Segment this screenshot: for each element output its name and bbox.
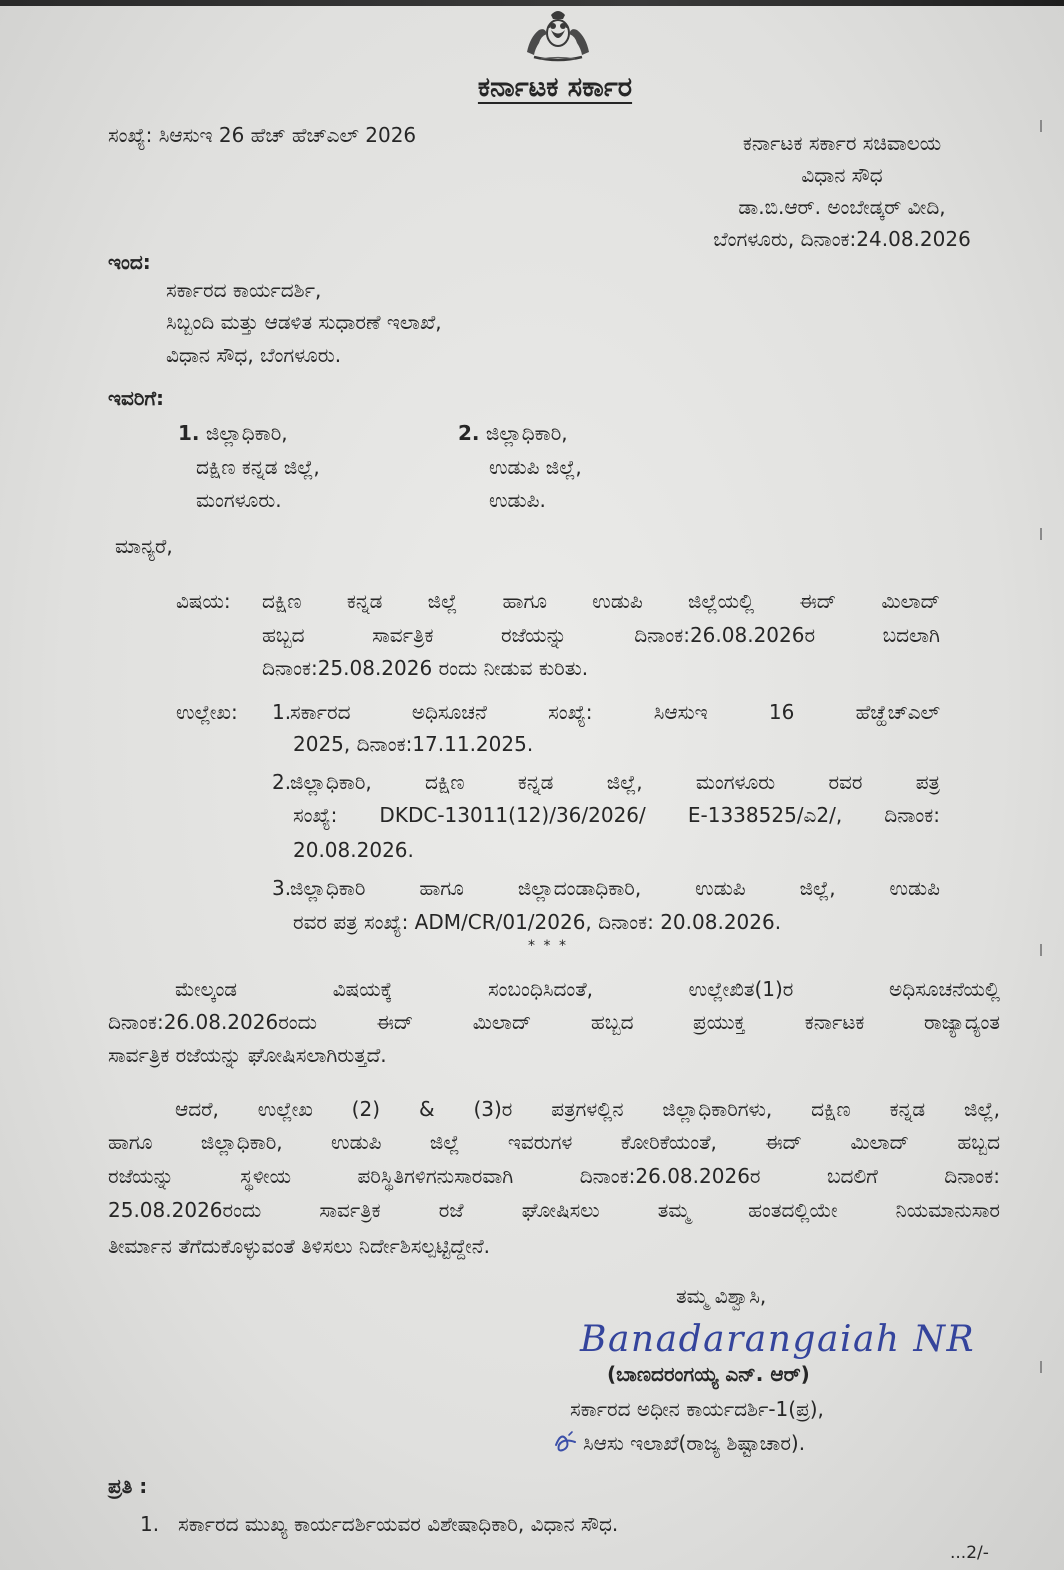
paragraph-line: ದಿನಾಂಕ:26.08.2026ರಂದು ಈದ್ ಮಿಲಾದ್ ಹಬ್ಬದ ಪ್ರಯುಕ್ತ ಕರ್ನಾಟಕ ರಾಜ್ಯಾದ್ಯಂತ	[108, 1010, 1000, 1034]
signatory-department: ಸಿಆಸು ಇಲಾಖೆ(ರಾಜ್ಯ ಶಿಷ್ಟಾಚಾರ).	[583, 1431, 806, 1455]
recipient-line: ಜಿಲ್ಲಾಧಿಕಾರಿ,	[205, 421, 288, 445]
subject-line: ದಿನಾಂಕ:25.08.2026 ರಂದು ನೀಡುವ ಕುರಿತು.	[262, 656, 589, 680]
recipient-2-title	[458, 418, 718, 448]
recipient-line: ಜಿಲ್ಲಾಧಿಕಾರಿ,	[485, 421, 568, 445]
reference-line: ರವರ ಪತ್ರ ಸಂಖ್ಯೆ: ADM/CR/01/2026, ದಿನಾಂಕ: 20.08.2026.	[293, 910, 782, 934]
reference-number: ಸಂಖ್ಯೆ: ಸಿಆಸುಇ 26 ಹೆಚ್ ಹೆಚ್ಎಲ್ 2026	[108, 123, 417, 147]
reference-line: ಸಂಖ್ಯೆ: DKDC-13011(12)/36/2026/ E-1338525/ಎ2/, ದಿನಾಂಕ:	[293, 803, 940, 827]
address-date-line: ಬೆಂಗಳೂರು, ದಿನಾಂಕ:24.08.2026	[713, 227, 971, 251]
section-separator: * * *	[528, 938, 568, 954]
address-line: ವಿಧಾನ ಸೌಧ	[801, 163, 883, 187]
letterhead-title: ಕರ್ನಾಟಕ ಸರ್ಕಾರ	[477, 72, 633, 103]
reference-line: 20.08.2026.	[293, 838, 414, 862]
reference-line: 2025, ದಿನಾಂಕ:17.11.2025.	[293, 732, 534, 756]
paragraph-line: ಆದರೆ, ಉಲ್ಲೇಖ (2) & (3)ರ ಪತ್ರಗಳಲ್ಲಿನ ಜಿಲ್ಲಾಧಿಕಾರಿಗಳು, ದಕ್ಷಿಣ ಕನ್ನಡ ಜಿಲ್ಲೆ,	[175, 1097, 1000, 1121]
recipient-number: 2.	[458, 421, 480, 445]
reference-line: ಸರ್ಕಾರದ ಅಧಿಸೂಚನೆ ಸಂಖ್ಯೆ: ಸಿಆಸುಇ 16 ಹೆಚ್ಹೆಚ್ಎಲ್	[290, 700, 940, 724]
salutation: ಮಾನ್ಯರೆ,	[115, 534, 173, 558]
paragraph-line: 25.08.2026ರಂದು ಸಾರ್ವತ್ರಿಕ ರಜೆ ಘೋಷಿಸಲು ತಮ್ಮ ಹಂತದಲ್ಲಿಯೇ ನಿಯಮಾನುಸಾರ	[108, 1198, 1000, 1222]
paragraph-line: ಸಾರ್ವತ್ರಿಕ ರಜೆಯನ್ನು ಘೋಷಿಸಲಾಗಿರುತ್ತದೆ.	[108, 1043, 387, 1067]
copy-to-number: 1.	[140, 1512, 160, 1536]
page-continuation-marker: ...2/-	[950, 1543, 989, 1563]
paragraph-line: ರಜೆಯನ್ನು ಸ್ಥಳೀಯ ಪರಿಸ್ಥಿತಿಗಳಿಗನುಸಾರವಾಗಿ ದಿನಾಂಕ:26.08.2026ರ ಬದಲಿಗೆ ದಿನಾಂಕ:	[108, 1164, 1000, 1188]
reference-line: ಜಿಲ್ಲಾಧಿಕಾರಿ, ದಕ್ಷಿಣ ಕನ್ನಡ ಜಿಲ್ಲೆ, ಮಂಗಳೂರು ರವರ ಪತ್ರ	[290, 770, 940, 794]
signatory-name: (ಬಾಣದರಂಗಯ್ಯ ಎನ್. ಆರ್)	[607, 1362, 810, 1386]
address-line: ಕರ್ನಾಟಕ ಸರ್ಕಾರ ಸಚಿವಾಲಯ	[742, 131, 942, 155]
valediction: ತಮ್ಮ ವಿಶ್ವಾಸಿ,	[676, 1284, 767, 1308]
recipient-number: 1.	[178, 421, 200, 445]
scan-mark	[1040, 120, 1042, 132]
references-label: ಉಲ್ಲೇಖ:	[176, 700, 238, 724]
initials-mark-icon	[553, 1429, 581, 1455]
recipient-line: ಉಡುಪಿ.	[489, 488, 546, 512]
reference-line: ಜಿಲ್ಲಾಧಿಕಾರಿ ಹಾಗೂ ಜಿಲ್ಲಾದಂಡಾಧಿಕಾರಿ, ಉಡುಪಿ ಜಿಲ್ಲೆ, ಉಡುಪಿ	[290, 876, 940, 900]
handwritten-signature: Banadarangaiah NR	[580, 1319, 976, 1360]
paragraph-line: ತೀರ್ಮಾನ ತೆಗೆದುಕೊಳ್ಳುವಂತೆ ತಿಳಿಸಲು ನಿರ್ದೇಶಿಸಲ್ಪಟ್ಟಿದ್ದೇನೆ.	[108, 1234, 490, 1258]
recipient-1-title	[178, 418, 438, 448]
recipient-line: ದಕ್ಷಿಣ ಕನ್ನಡ ಜಿಲ್ಲೆ,	[196, 455, 320, 479]
scan-mark	[1040, 944, 1042, 956]
recipient-line: ಉಡುಪಿ ಜಿಲ್ಲೆ,	[489, 455, 582, 479]
scan-mark	[1040, 528, 1042, 540]
reference-number: 2.	[272, 770, 292, 794]
from-line: ಸರ್ಕಾರದ ಕಾರ್ಯದರ್ಶಿ,	[166, 278, 322, 302]
reference-number: 3.	[272, 876, 292, 900]
address-line: ಡಾ.ಬಿ.ಆರ್. ಅಂಬೇಡ್ಕರ್ ವೀದಿ,	[738, 195, 946, 219]
karnataka-emblem-icon	[521, 6, 595, 64]
paragraph-line: ಮೇಲ್ಕಂಡ ವಿಷಯಕ್ಕೆ ಸಂಬಂಧಿಸಿದಂತೆ, ಉಲ್ಲೇಖಿತ(1)ರ ಅಧಿಸೂಚನೆಯಲ್ಲಿ	[175, 977, 1000, 1001]
subject-label: ವಿಷಯ:	[176, 589, 231, 613]
signatory-designation: ಸರ್ಕಾರದ ಅಧೀನ ಕಾರ್ಯದರ್ಶಿ-1(ಪ್ರ),	[570, 1397, 824, 1421]
subject-line: ಹಬ್ಬದ ಸಾರ್ವತ್ರಿಕ ರಜೆಯನ್ನು ದಿನಾಂಕ:26.08.2026ರ ಬದಲಾಗಿ	[262, 623, 940, 647]
from-label: ಇಂದ:	[108, 250, 151, 274]
from-line: ಸಿಬ್ಬಂದಿ ಮತ್ತು ಆಡಳಿತ ಸುಧಾರಣೆ ಇಲಾಖೆ,	[166, 310, 442, 334]
subject-line: ದಕ್ಷಿಣ ಕನ್ನಡ ಜಿಲ್ಲೆ ಹಾಗೂ ಉಡುಪಿ ಜಿಲ್ಲೆಯಲ್ಲಿ ಈದ್ ಮಿಲಾದ್	[262, 589, 940, 613]
from-line: ವಿಧಾನ ಸೌಧ, ಬೆಂಗಳೂರು.	[166, 343, 342, 367]
to-label: ಇವರಿಗೆ:	[108, 386, 165, 410]
copy-to-label: ಪ್ರತಿ :	[108, 1474, 148, 1498]
recipient-line: ಮಂಗಳೂರು.	[196, 488, 282, 512]
copy-to-item: ಸರ್ಕಾರದ ಮುಖ್ಯ ಕಾರ್ಯದರ್ಶಿಯವರ ವಿಶೇಷಾಧಿಕಾರಿ, ವಿಧಾನ ಸೌಧ.	[178, 1512, 619, 1536]
scan-mark	[1040, 1361, 1042, 1373]
reference-number: 1.	[272, 700, 292, 724]
paragraph-line: ಹಾಗೂ ಜಿಲ್ಲಾಧಿಕಾರಿ, ಉಡುಪಿ ಜಿಲ್ಲೆ ಇವರುಗಳ ಕೋರಿಕೆಯಂತೆ, ಈದ್ ಮಿಲಾದ್ ಹಬ್ಬದ	[108, 1130, 1000, 1154]
